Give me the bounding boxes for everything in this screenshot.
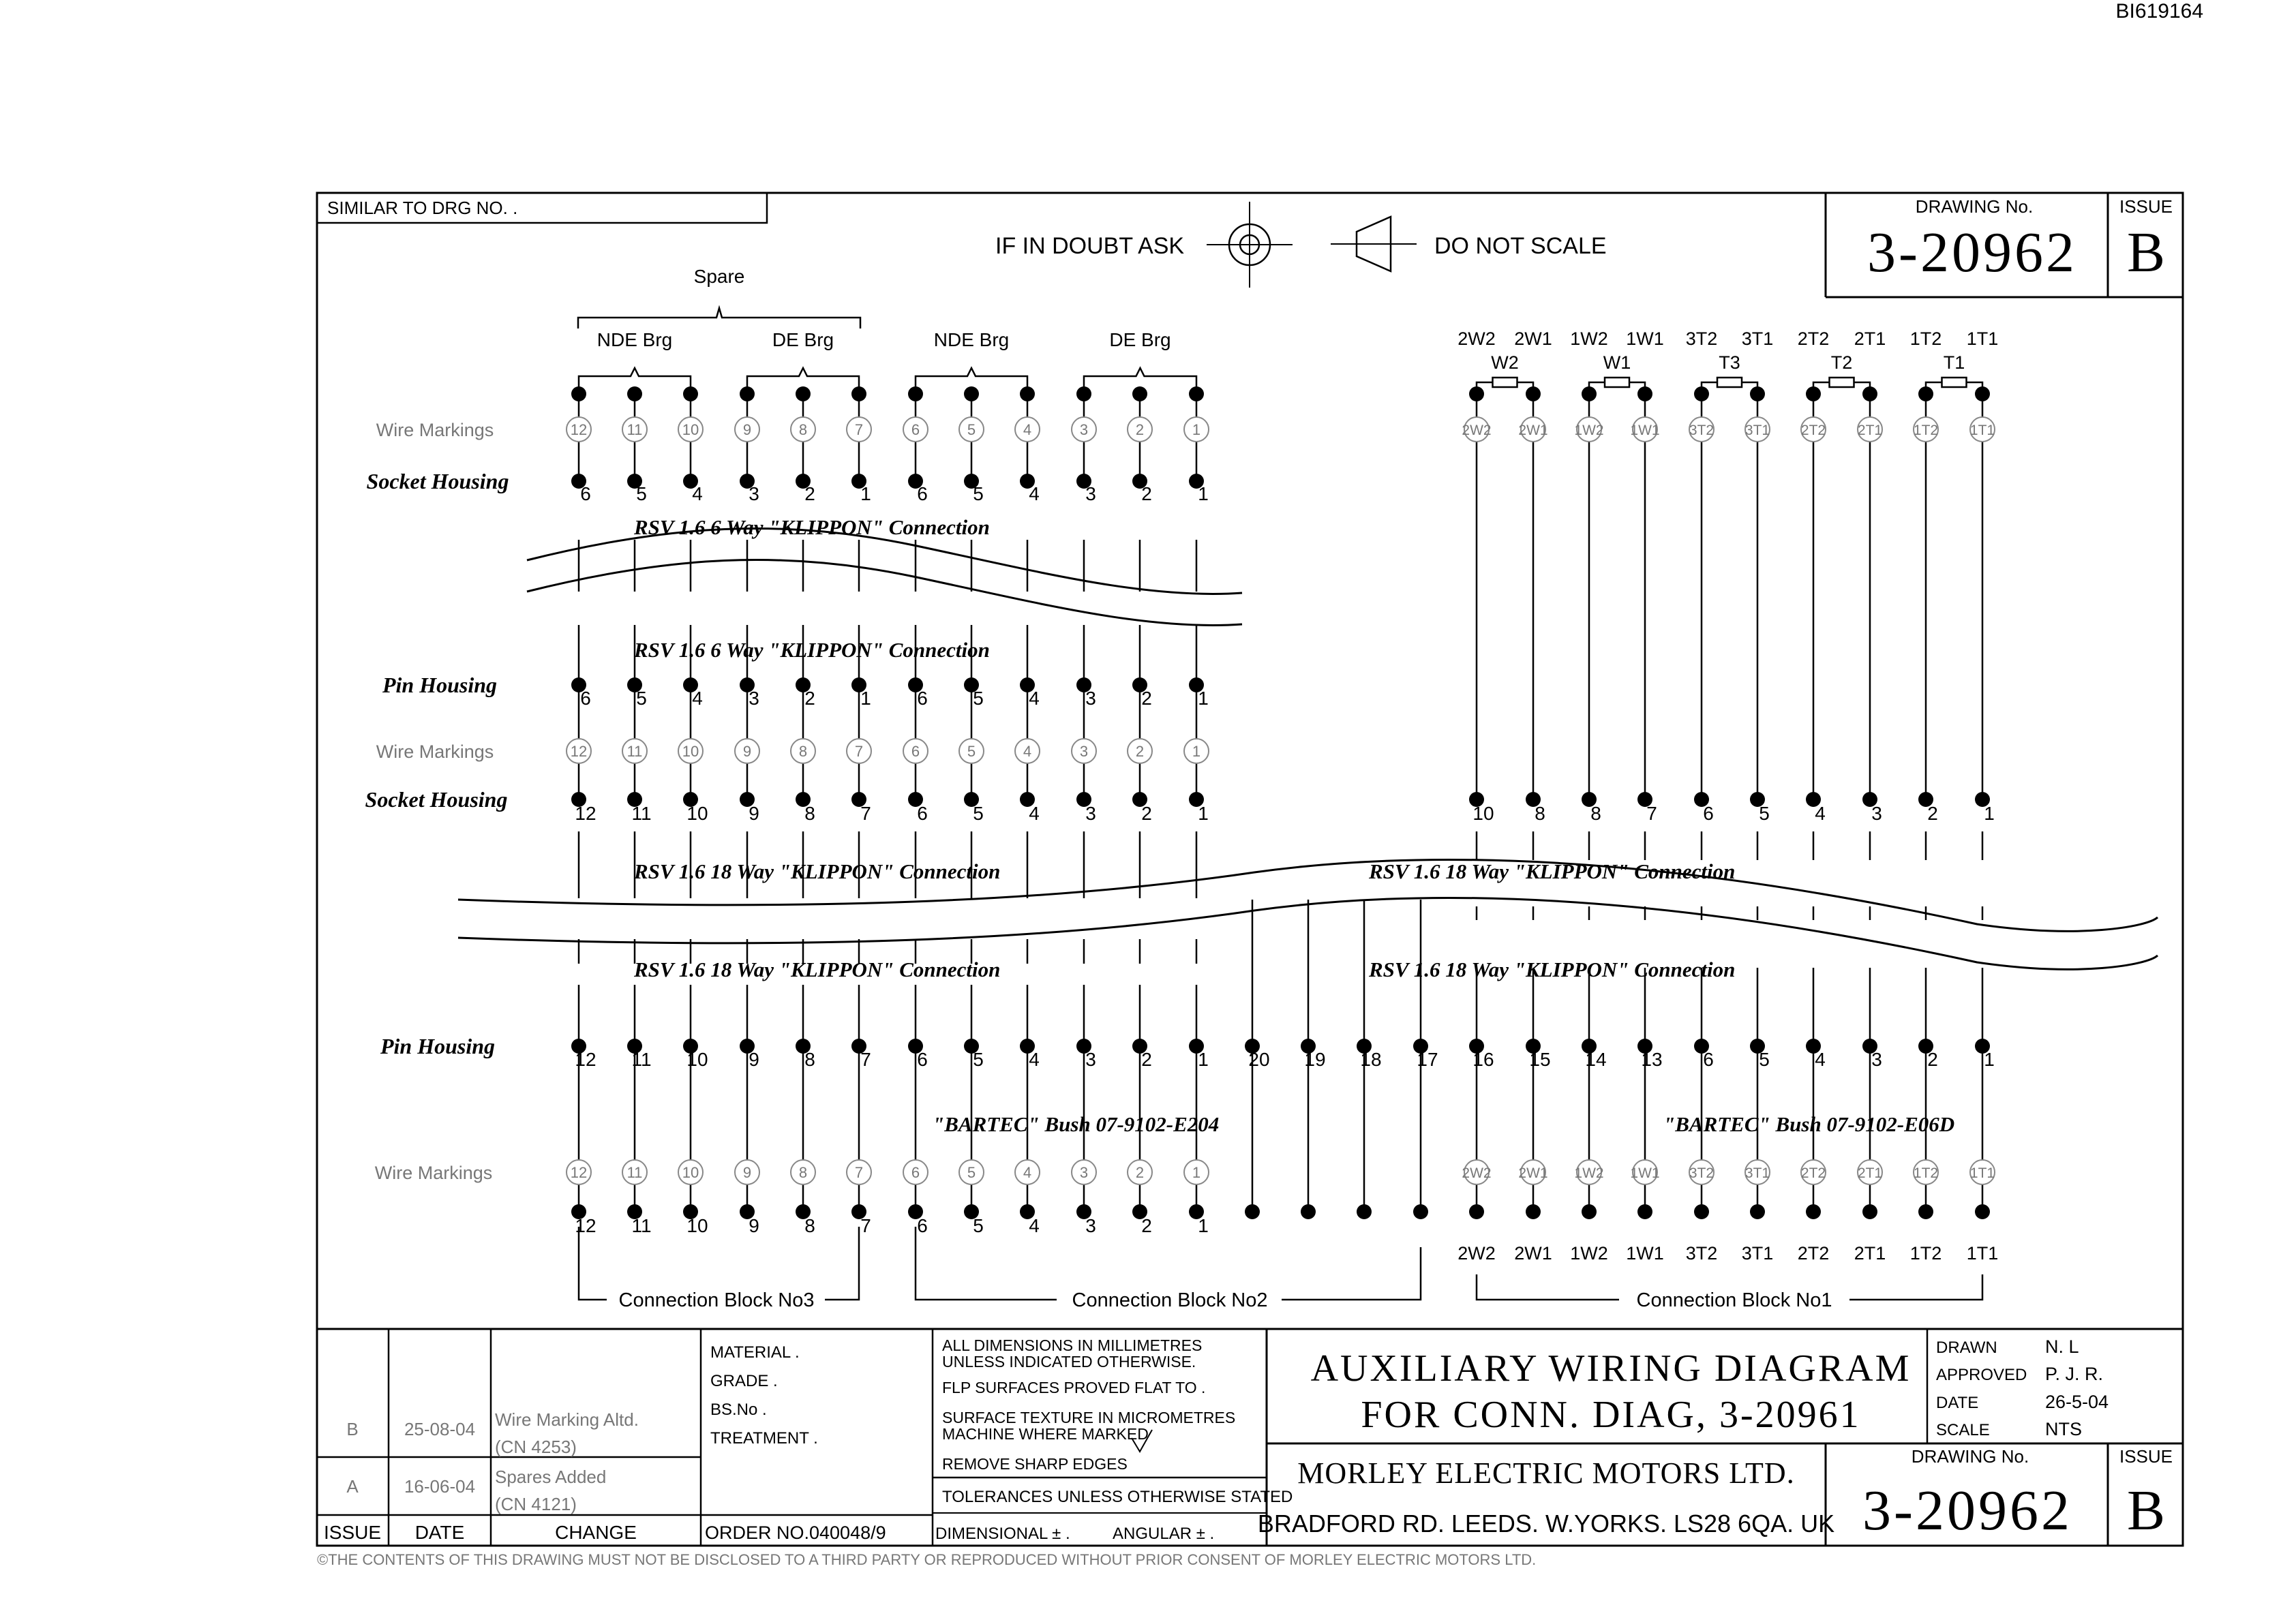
terminal-dot-top: [683, 386, 698, 401]
terminal-dot-top: [740, 386, 755, 401]
socket-pin-number: 2: [1141, 483, 1152, 504]
block-terminal-number: 9: [749, 1215, 759, 1236]
doubt-text: IF IN DOUBT ASK: [995, 233, 1185, 259]
wire-mark-number: 11: [626, 743, 643, 760]
block-terminal-number: 7: [860, 1215, 871, 1236]
wire-mark-number: 1: [1192, 1164, 1201, 1181]
tolerances-note: TOLERANCES UNLESS OTHERWISE STATED: [942, 1488, 1293, 1506]
dimensional-tolerance: DIMENSIONAL ± .: [935, 1525, 1070, 1543]
pin-number: 4: [1029, 688, 1040, 709]
winding-pair-label: T1: [1943, 352, 1965, 373]
rev-change-cn: (CN 4253): [495, 1437, 577, 1457]
wire-mark-code: 3T1: [1744, 1165, 1770, 1181]
order-number: ORDER NO.040048/9: [705, 1522, 886, 1543]
block-terminal-code: 1W1: [1626, 1243, 1664, 1264]
block-terminal-code: 2T1: [1854, 1243, 1886, 1264]
wire-mark-number: 3: [1079, 421, 1089, 438]
winding-label: 3T2: [1685, 328, 1718, 349]
block-dot: [1918, 1204, 1933, 1219]
block-dot: [1245, 1204, 1260, 1219]
bearing-group-label: NDE Brg: [933, 329, 1010, 350]
pin-number: 6: [1703, 1049, 1714, 1070]
block-terminal-code: 1W2: [1570, 1243, 1608, 1264]
wire-mark-number: 1: [1192, 421, 1201, 438]
wire-mark-code: 1W2: [1574, 423, 1604, 438]
pin-number: 5: [636, 688, 647, 709]
pin-number: 5: [973, 688, 984, 709]
pin-number: 6: [580, 688, 591, 709]
terminal-dot-top: [908, 386, 923, 401]
pin-number: 1: [1198, 1049, 1209, 1070]
approval-label: APPROVED: [1936, 1366, 2027, 1384]
block2-bracket-right: [1282, 1247, 1421, 1300]
rev-date: 25-08-04: [404, 1419, 476, 1439]
pin-number: 3: [1085, 688, 1096, 709]
approval-value: NTS: [2045, 1419, 2082, 1439]
block-dot: [1694, 1204, 1709, 1219]
block2-bracket-left: [916, 1227, 1057, 1300]
wire-mark-number: 9: [742, 743, 752, 760]
socket-pin-number: 5: [973, 803, 984, 824]
group-brace: [1084, 368, 1196, 387]
pin-number: 1: [860, 688, 871, 709]
wire-mark-number: 5: [967, 1164, 976, 1181]
pin-number: 12: [575, 1049, 596, 1070]
general-note: SURFACE TEXTURE IN MICROMETRES: [942, 1409, 1236, 1426]
socket-pin-number: 9: [749, 803, 759, 824]
socket-pin-number: 4: [1815, 803, 1826, 824]
rev-issue: B: [346, 1419, 359, 1439]
material-field: TREATMENT .: [710, 1429, 818, 1448]
wire-mark-number: 10: [682, 421, 699, 438]
pin-number: 6: [917, 688, 928, 709]
pin-number: 6: [917, 1049, 928, 1070]
drawing-no-2: 3-20962: [1862, 1479, 2072, 1542]
wire-mark-code: 2W1: [1518, 1165, 1548, 1181]
socket-housing-label: Socket Housing: [366, 469, 509, 493]
pin-number: 19: [1304, 1049, 1326, 1070]
wire-mark-code: 1T1: [1969, 423, 1995, 438]
terminal-dot-top: [1020, 386, 1035, 401]
rev-header-issue: ISSUE: [323, 1522, 382, 1543]
pin-number: 20: [1248, 1049, 1270, 1070]
wire-mark-code: 1W1: [1630, 1165, 1660, 1181]
block-terminal-number: 1: [1198, 1215, 1209, 1236]
wire-mark-code: 2W2: [1462, 1165, 1492, 1181]
terminal-dot-top: [1637, 386, 1652, 401]
wire-mark-number: 7: [854, 421, 864, 438]
socket-pin-number: 4: [692, 483, 703, 504]
pin-number: 3: [1085, 1049, 1096, 1070]
pin-number: 11: [631, 1049, 652, 1070]
wire-mark-number: 9: [742, 1164, 752, 1181]
company-name: MORLEY ELECTRIC MOTORS LTD.: [1297, 1456, 1795, 1490]
wire-mark-code: 2T2: [1800, 423, 1826, 438]
socket-pin-number: 3: [1871, 803, 1882, 824]
pin-number: 10: [686, 1049, 708, 1070]
group-brace: [916, 368, 1027, 387]
issue-value: B: [2126, 221, 2166, 284]
company-address: BRADFORD RD. LEEDS. W.YORKS. LS28 6QA. UK: [1257, 1510, 1835, 1537]
rev-change-cn: (CN 4121): [495, 1494, 577, 1514]
wire-mark-number: 8: [798, 1164, 808, 1181]
wire-mark-code: 2T2: [1800, 1165, 1826, 1181]
terminal-dot-top: [627, 386, 642, 401]
pin-number: 2: [1141, 1049, 1152, 1070]
terminal-dot-top: [1806, 386, 1821, 401]
drawing-no-label: DRAWING No.: [1915, 196, 2034, 217]
drawing-border: [317, 193, 2183, 1546]
general-note: REMOVE SHARP EDGES: [942, 1455, 1128, 1473]
wire-mark-number: 3: [1079, 1164, 1089, 1181]
wire-mark-code: 2W2: [1462, 423, 1492, 438]
terminal-dot-top: [1975, 386, 1990, 401]
wire-mark-number: 4: [1023, 743, 1032, 760]
socket-pin-number: 1: [1198, 803, 1209, 824]
block-terminal-code: 3T2: [1685, 1243, 1718, 1264]
wire-mark-number: 6: [911, 421, 920, 438]
issue-label: ISSUE: [2119, 196, 2173, 217]
drawing-linework: [317, 193, 2183, 1546]
doc-ref: BI619164: [2115, 0, 2203, 22]
copyright-notice: ©THE CONTENTS OF THIS DRAWING MUST NOT BE DISCLOSED TO A THIRD PARTY OR REPRODUCED WITHOUT PRIOR CONSENT OF MORLEY ELECTRIC MOTORS LTD.: [317, 1551, 1537, 1568]
block-terminal-number: 8: [804, 1215, 815, 1236]
wire-mark-code: 1W1: [1630, 423, 1660, 438]
winding-label: 1T2: [1909, 328, 1942, 349]
general-note: ALL DIMENSIONS IN MILLIMETRES: [942, 1336, 1203, 1354]
block-dot: [1637, 1204, 1652, 1219]
similar-to-text: SIMILAR TO DRG NO. .: [327, 198, 518, 218]
pin-number: 7: [860, 1049, 871, 1070]
drawing-no: 3-20962: [1867, 221, 2077, 284]
wire-mark-number: 2: [1135, 1164, 1145, 1181]
block-dot: [1301, 1204, 1316, 1219]
rev-date: 16-06-04: [404, 1476, 476, 1497]
wire-mark-code: 2T1: [1857, 423, 1883, 438]
socket-pin-number: 8: [1535, 803, 1545, 824]
socket-pin-number: 8: [1590, 803, 1601, 824]
block-dot: [1526, 1204, 1541, 1219]
winding-resistor: [1493, 378, 1517, 387]
pin-number: 5: [1759, 1049, 1770, 1070]
socket-pin-number: 7: [860, 803, 871, 824]
block-terminal-code: 2W2: [1457, 1243, 1496, 1264]
wire-mark-number: 11: [626, 421, 643, 438]
drawing-text: [317, 0, 2203, 1568]
block-dot: [1413, 1204, 1428, 1219]
klippon-6way-label: RSV 1.6 6 Way "KLIPPON" Connection: [634, 515, 990, 539]
block-terminal-number: 3: [1085, 1215, 1096, 1236]
block-terminal-number: 10: [686, 1215, 708, 1236]
socket-pin-number: 1: [860, 483, 871, 504]
group-brace: [747, 368, 859, 387]
issue-value-2: B: [2126, 1479, 2166, 1542]
socket-pin-number: 4: [1029, 803, 1040, 824]
block-dot: [1750, 1204, 1765, 1219]
winding-label: 3T1: [1741, 328, 1774, 349]
wire-mark-number: 12: [570, 421, 588, 438]
klippon-18way-label: RSV 1.6 18 Way "KLIPPON" Connection: [1369, 859, 1736, 883]
socket-pin-number: 4: [1029, 483, 1040, 504]
block-terminal-code: 1T1: [1966, 1243, 1999, 1264]
block-terminal-number: 12: [575, 1215, 596, 1236]
pin-number: 18: [1360, 1049, 1382, 1070]
socket-pin-number: 6: [917, 483, 928, 504]
wire-mark-number: 5: [967, 421, 976, 438]
socket-pin-number: 2: [1141, 803, 1152, 824]
socket-pin-number: 7: [1646, 803, 1657, 824]
pin-housing-label: Pin Housing: [382, 673, 498, 697]
terminal-dot-top: [796, 386, 811, 401]
winding-resistor: [1830, 378, 1854, 387]
bearing-group-label: DE Brg: [1109, 329, 1171, 350]
pin-number: 15: [1529, 1049, 1551, 1070]
approval-label: DATE: [1936, 1394, 1979, 1412]
block1-bracket-right: [1849, 1274, 1982, 1300]
wire-mark-number: 2: [1135, 421, 1145, 438]
wire-mark-number: 11: [626, 1164, 643, 1181]
winding-resistor: [1717, 378, 1742, 387]
winding-pair-label: T3: [1719, 352, 1740, 373]
terminal-dot-top: [1076, 386, 1091, 401]
block-terminal-number: 5: [973, 1215, 984, 1236]
socket-pin-number: 12: [575, 803, 596, 824]
break-line-upper-b: [527, 560, 1242, 625]
pin-number: 2: [1141, 688, 1152, 709]
socket-pin-number: 1: [1984, 803, 1995, 824]
general-note: FLP SURFACES PROVED FLAT TO .: [942, 1379, 1206, 1396]
wire-mark-number: 4: [1023, 421, 1032, 438]
pin-number: 4: [1815, 1049, 1826, 1070]
block-terminal-number: 11: [631, 1215, 652, 1236]
wire-mark-number: 12: [570, 743, 588, 760]
socket-pin-number: 1: [1198, 483, 1209, 504]
socket-pin-number: 5: [973, 483, 984, 504]
terminal-dot-top: [1694, 386, 1709, 401]
terminal-dots: [567, 386, 1995, 1219]
winding-label: 1W1: [1626, 328, 1664, 349]
winding-label: 1T1: [1966, 328, 1999, 349]
pin-number: 2: [1927, 1049, 1938, 1070]
bartec-bush-right: "BARTEC" Bush 07-9102-E06D: [1663, 1112, 1955, 1136]
drawing-no-label-2: DRAWING No.: [1911, 1446, 2029, 1467]
socket-pin-number: 2: [804, 483, 815, 504]
approval-value: P. J. R.: [2045, 1364, 2104, 1384]
terminal-dot-top: [1189, 386, 1204, 401]
pin-number: 1: [1984, 1049, 1995, 1070]
connection-block-3: Connection Block No3: [618, 1289, 815, 1311]
block-dot: [1582, 1204, 1597, 1219]
pin-number: 16: [1472, 1049, 1494, 1070]
wire-mark-number: 1: [1192, 743, 1201, 760]
terminal-dot-top: [1862, 386, 1877, 401]
wire-mark-number: 8: [798, 421, 808, 438]
klippon-18way-label: RSV 1.6 18 Way "KLIPPON" Connection: [634, 958, 1001, 981]
wire-mark-number: 5: [967, 743, 976, 760]
pin-number: 8: [804, 1049, 815, 1070]
wire-mark-number: 7: [854, 1164, 864, 1181]
spare-label: Spare: [693, 266, 745, 287]
drawing-title: AUXILIARY WIRING DIAGRAM: [1310, 1347, 1912, 1390]
pin-number: 4: [692, 688, 703, 709]
socket-pin-number: 5: [1759, 803, 1770, 824]
block3-bracket-right: [825, 1227, 859, 1300]
block-terminal-code: 2T2: [1797, 1243, 1830, 1264]
socket-pin-number: 10: [1472, 803, 1494, 824]
terminal-dot-top: [1469, 386, 1484, 401]
approval-value: N. L: [2045, 1336, 2079, 1357]
pin-number: 17: [1417, 1049, 1438, 1070]
terminal-dot-top: [571, 386, 586, 401]
block-dot: [1469, 1204, 1484, 1219]
wire-mark-code: 3T2: [1689, 423, 1715, 438]
socket-housing-label: Socket Housing: [365, 787, 508, 812]
block-terminal-code: 2W1: [1514, 1243, 1552, 1264]
socket-pin-number: 3: [749, 483, 759, 504]
block-terminal-code: 3T1: [1741, 1243, 1774, 1264]
winding-pair-label: W1: [1603, 352, 1631, 373]
winding-label: 2W1: [1514, 328, 1552, 349]
bartec-bush-left: "BARTEC" Bush 07-9102-E204: [933, 1112, 1220, 1136]
winding-label: 2W2: [1457, 328, 1496, 349]
drawing-title-sub: FOR CONN. DIAG, 3-20961: [1361, 1394, 1861, 1436]
rev-change: Spares Added: [495, 1467, 607, 1487]
socket-pin-number: 3: [1085, 483, 1096, 504]
terminal-dot-top: [1582, 386, 1597, 401]
approval-label: SCALE: [1936, 1421, 1990, 1439]
pin-number: 9: [749, 1049, 759, 1070]
rev-header-change: CHANGE: [555, 1522, 637, 1543]
socket-pin-number: 3: [1085, 803, 1096, 824]
block-terminal-number: 4: [1029, 1215, 1040, 1236]
pin-number: 1: [1198, 688, 1209, 709]
wire-mark-code: 1T1: [1969, 1165, 1995, 1181]
pin-number: 3: [1871, 1049, 1882, 1070]
wire-mark-number: 10: [682, 743, 699, 760]
general-note: UNLESS INDICATED OTHERWISE.: [942, 1353, 1196, 1371]
wire-markings-label: Wire Markings: [374, 1163, 493, 1183]
wire-mark-number: 3: [1079, 743, 1089, 760]
general-note: MACHINE WHERE MARKED: [942, 1425, 1149, 1443]
bearing-group-label: DE Brg: [772, 329, 834, 350]
wire-mark-number: 9: [742, 421, 752, 438]
wire-mark-code: 2W1: [1518, 423, 1548, 438]
klippon-6way-label: RSV 1.6 6 Way "KLIPPON" Connection: [634, 638, 990, 662]
no-scale-text: DO NOT SCALE: [1434, 233, 1607, 259]
wire-mark-code: 3T1: [1744, 423, 1770, 438]
socket-pin-number: 6: [580, 483, 591, 504]
socket-pin-number: 8: [804, 803, 815, 824]
klippon-18way-label: RSV 1.6 18 Way "KLIPPON" Connection: [634, 859, 1001, 883]
connection-block-2: Connection Block No2: [1072, 1289, 1268, 1311]
terminal-dot-top: [1750, 386, 1765, 401]
rev-header-date: DATE: [414, 1522, 465, 1543]
winding-label: 2T2: [1797, 328, 1830, 349]
block-terminal-code: 1T2: [1909, 1243, 1942, 1264]
pin-number: 14: [1585, 1049, 1607, 1070]
group-brace: [579, 368, 691, 387]
block3-bracket-left: [579, 1227, 607, 1300]
material-field: BS.No .: [710, 1401, 767, 1419]
block-terminal-number: 2: [1141, 1215, 1152, 1236]
issue-label-2: ISSUE: [2119, 1446, 2173, 1467]
pin-housing-label: Pin Housing: [380, 1034, 496, 1058]
winding-pair-label: T2: [1830, 352, 1853, 373]
winding-label: 2T1: [1854, 328, 1886, 349]
wire-mark-number: 7: [854, 743, 864, 760]
block-dot: [1975, 1204, 1990, 1219]
wire-markings-label: Wire Markings: [376, 741, 494, 762]
wire-mark-number: 2: [1135, 743, 1145, 760]
bearing-group-label: NDE Brg: [596, 329, 673, 350]
wire-mark-number: 6: [911, 1164, 920, 1181]
wire-mark-number: 10: [682, 1164, 699, 1181]
rev-issue: A: [346, 1476, 359, 1497]
approval-value: 26-5-04: [2045, 1392, 2109, 1412]
winding-resistor: [1942, 378, 1967, 387]
terminal-dot-top: [1132, 386, 1147, 401]
socket-pin-number: 6: [917, 803, 928, 824]
material-field: GRADE .: [710, 1372, 778, 1390]
wire-mark-code: 3T2: [1689, 1165, 1715, 1181]
terminal-dot-top: [851, 386, 866, 401]
wire-mark-number: 6: [911, 743, 920, 760]
pin-number: 5: [973, 1049, 984, 1070]
block-dot: [1806, 1204, 1821, 1219]
terminal-dot-top: [1918, 386, 1933, 401]
block-dot: [1357, 1204, 1372, 1219]
socket-pin-number: 5: [636, 483, 647, 504]
wire-mark-code: 1W2: [1574, 1165, 1604, 1181]
winding-resistor: [1605, 378, 1629, 387]
wire-mark-number: 8: [798, 743, 808, 760]
wire-mark-code: 2T1: [1857, 1165, 1883, 1181]
block-dot: [1862, 1204, 1877, 1219]
klippon-18way-label: RSV 1.6 18 Way "KLIPPON" Connection: [1369, 958, 1736, 981]
socket-pin-number: 2: [1927, 803, 1938, 824]
winding-pair-label: W2: [1491, 352, 1519, 373]
angular-tolerance: ANGULAR ± .: [1113, 1525, 1215, 1543]
pin-number: 3: [749, 688, 759, 709]
pin-number: 2: [804, 688, 815, 709]
wire-mark-code: 1T2: [1913, 423, 1939, 438]
block-terminal-number: 6: [917, 1215, 928, 1236]
pin-number: 4: [1029, 1049, 1040, 1070]
terminal-dot-top: [964, 386, 979, 401]
pin-number: 13: [1641, 1049, 1663, 1070]
socket-pin-number: 10: [686, 803, 708, 824]
material-field: MATERIAL .: [710, 1343, 800, 1362]
wire-mark-code: 1T2: [1913, 1165, 1939, 1181]
wire-mark-number: 12: [570, 1164, 588, 1181]
spare-brace: [578, 308, 860, 328]
connection-block-1: Connection Block No1: [1636, 1289, 1832, 1311]
winding-label: 1W2: [1570, 328, 1608, 349]
wire-markings-label: Wire Markings: [376, 420, 494, 440]
wire-mark-number: 4: [1023, 1164, 1032, 1181]
socket-pin-number: 11: [631, 803, 652, 824]
approval-label: DRAWN: [1936, 1338, 1997, 1357]
block1-bracket-left: [1477, 1274, 1619, 1300]
terminal-dot-top: [1526, 386, 1541, 401]
rev-change: Wire Marking Altd.: [495, 1409, 639, 1430]
socket-pin-number: 6: [1703, 803, 1714, 824]
